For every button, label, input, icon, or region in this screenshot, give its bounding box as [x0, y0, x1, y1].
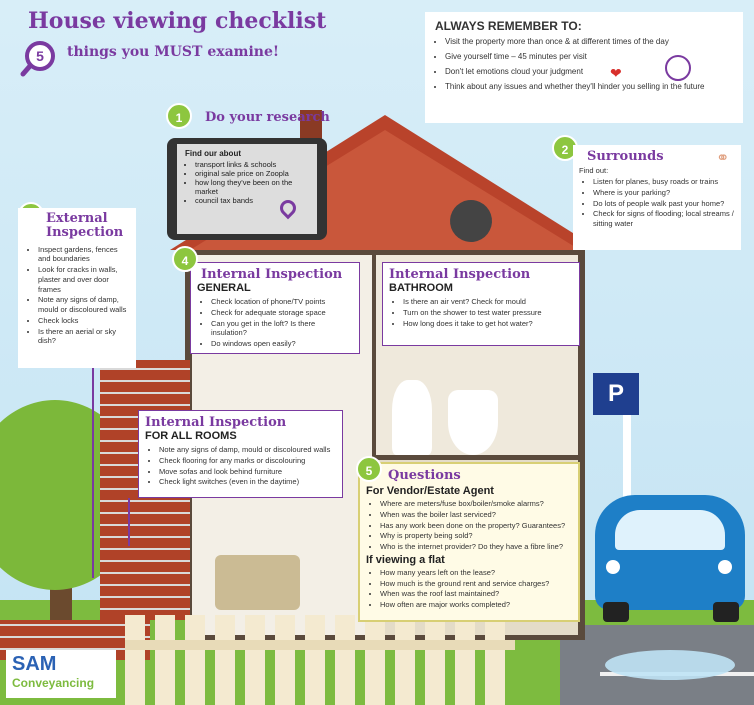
internal-bathroom-item: • Is there an air vent? Check for mould	[403, 297, 573, 307]
connector-line	[128, 498, 130, 546]
internal-all-item: • Check light switches (even in the daytime)	[159, 477, 336, 487]
research-item: • original sale price on Zoopla	[195, 169, 309, 178]
subtitle-number: 5	[36, 48, 44, 64]
internal-general-item: • Can you get in the loft? Is there insulation?	[211, 319, 353, 339]
connector-line	[92, 368, 94, 578]
logo-text-main: SAM	[12, 653, 57, 675]
internal-bathroom-item: • How long does it take to get hot water?	[403, 319, 573, 329]
internal-general-card	[190, 262, 360, 354]
surrounds-title: Surrounds	[587, 149, 664, 164]
surrounds-item: • Where is your parking?	[593, 188, 735, 198]
internal-all-subtitle: FOR ALL ROOMS	[145, 430, 237, 442]
flat-question: • How many years left on the lease?	[380, 568, 572, 578]
vendor-question: • Why is property being sold?	[380, 531, 572, 541]
research-box-title: Find our about	[185, 149, 241, 158]
tablet-screen	[177, 144, 317, 234]
internal-all-rooms-card	[138, 410, 343, 498]
magnifier-icon	[20, 40, 58, 78]
internal-bathroom-card	[382, 262, 580, 346]
sink	[448, 390, 498, 455]
vendor-question: • When was the boiler last serviced?	[380, 510, 572, 520]
remember-item: • Don't let emotions cloud your judgment	[445, 67, 733, 77]
car-wheel	[603, 602, 629, 622]
section-number-5: 5	[356, 456, 382, 482]
car-headlight-left	[606, 560, 620, 574]
flat-question: • How much is the ground rent and service charges?	[380, 579, 572, 589]
logo	[6, 650, 116, 698]
research-item: • council tax bands	[195, 196, 309, 205]
remember-title: ALWAYS REMEMBER TO:	[435, 19, 582, 33]
internal-all-item: • Check flooring for any marks or discolouring	[159, 456, 336, 466]
section-number-4: 4	[172, 246, 198, 272]
tablet	[167, 138, 327, 240]
surrounds-item: • Do lots of people walk past your home?	[593, 199, 735, 209]
toilet	[392, 380, 432, 455]
questions-card	[358, 462, 580, 622]
vendor-question: • Has any work been done on the property? Guarantees?	[380, 521, 572, 531]
remember-item: • Visit the property more than once & at different times of the day	[445, 37, 733, 47]
internal-general-item: • Check for adequate storage space	[211, 308, 353, 318]
car-headlight-right	[718, 560, 732, 574]
internal-all-item: • Move sofas and look behind furniture	[159, 467, 336, 477]
page-title: House viewing checklist	[28, 8, 327, 34]
external-card	[18, 208, 136, 368]
external-item: • Look for cracks in walls, plaster and over door frames	[38, 265, 130, 294]
research-item: • transport links & schools	[195, 160, 309, 169]
car-wheel	[713, 602, 739, 622]
remember-item: • Give yourself time – 45 minutes per visit	[445, 52, 733, 62]
internal-all-item: • Note any signs of damp, mould or discoloured walls	[159, 445, 336, 455]
research-item: • how long they've been on the market	[195, 178, 309, 196]
always-remember-box	[425, 12, 743, 123]
external-item: • Check locks	[38, 316, 130, 326]
flat-question: • When was the roof last maintained?	[380, 589, 572, 599]
section-number-2: 2	[552, 135, 578, 161]
internal-general-title: Internal Inspection	[201, 267, 343, 282]
flat-question: • How often are major works completed?	[380, 600, 572, 610]
internal-bathroom-title: Internal Inspection	[389, 267, 531, 282]
broken-heart-icon: ❤	[610, 66, 622, 82]
vendor-question: • Where are meters/fuse box/boiler/smoke alarms?	[380, 499, 572, 509]
fence	[125, 615, 515, 705]
sofa	[215, 555, 300, 610]
questions-title: Questions	[388, 468, 461, 483]
parking-sign: P	[593, 373, 639, 415]
internal-bathroom-subtitle: BATHROOM	[389, 282, 453, 294]
page-subtitle: things you MUST examine!	[67, 44, 280, 60]
remember-item: • Think about any issues and whether they'll hinder you selling in the future	[445, 82, 733, 92]
logo-text-sub: Conveyancing	[12, 676, 95, 690]
ear-icon: ⚭	[716, 148, 730, 167]
surrounds-intro: Find out:	[579, 166, 609, 175]
external-title: External Inspection	[46, 211, 124, 241]
puddle	[605, 650, 735, 680]
external-item: • Note any signs of damp, mould or discoloured walls	[38, 295, 130, 315]
external-item: • Inspect gardens, fences and boundaries	[38, 245, 130, 265]
fence-rail	[125, 640, 515, 650]
internal-all-title: Internal Inspection	[145, 415, 287, 430]
questions-vendor-title: For Vendor/Estate Agent	[366, 485, 494, 497]
external-item: • Is there an aerial or sky dish?	[38, 327, 130, 347]
section-number-1: 1	[166, 103, 192, 129]
internal-general-item: • Check location of phone/TV points	[211, 297, 353, 307]
surrounds-item: • Listen for planes, busy roads or trains	[593, 177, 735, 187]
vendor-question: • Who is the internet provider? Do they have a fibre line?	[380, 542, 572, 552]
questions-flat-title: If viewing a flat	[366, 553, 445, 566]
internal-bathroom-item: • Turn on the shower to test water pressure	[403, 308, 573, 318]
research-title: Do your research	[205, 110, 330, 125]
car-windscreen	[615, 510, 725, 550]
internal-general-item: • Do windows open easily?	[211, 339, 353, 349]
clock-icon	[665, 55, 691, 81]
internal-general-subtitle: GENERAL	[197, 282, 251, 294]
surrounds-item: • Check for signs of flooding; local streams / sitting water	[593, 209, 735, 229]
